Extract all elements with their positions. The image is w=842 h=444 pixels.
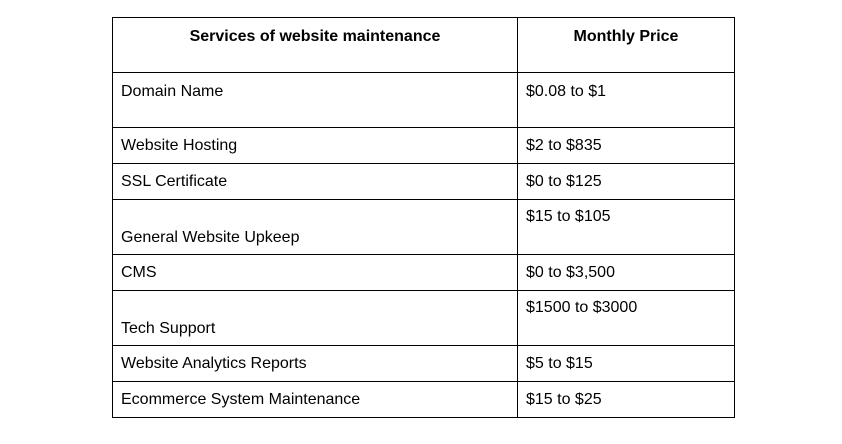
service-cell: Domain Name	[113, 73, 518, 128]
price-cell: $15 to $25	[518, 382, 735, 418]
table-row	[113, 128, 735, 164]
header-monthly-price: Monthly Price	[518, 18, 735, 73]
table-row	[113, 255, 735, 291]
table-row	[113, 73, 735, 128]
price-cell: $1500 to $3000	[518, 291, 735, 346]
price-cell: $0.08 to $1	[518, 73, 735, 128]
service-cell: SSL Certificate	[113, 164, 518, 200]
service-cell: Website Hosting	[113, 128, 518, 164]
service-cell: CMS	[113, 255, 518, 291]
service-cell: General Website Upkeep	[113, 200, 518, 255]
service-cell: Tech Support	[113, 291, 518, 346]
table-row	[113, 200, 735, 255]
price-cell: $0 to $125	[518, 164, 735, 200]
pricing-table	[112, 17, 735, 418]
service-cell: Website Analytics Reports	[113, 346, 518, 382]
price-cell: $0 to $3,500	[518, 255, 735, 291]
price-cell: $15 to $105	[518, 200, 735, 255]
header-services: Services of website maintenance	[113, 18, 518, 73]
table-row	[113, 164, 735, 200]
table-row	[113, 346, 735, 382]
price-cell: $2 to $835	[518, 128, 735, 164]
price-cell: $5 to $15	[518, 346, 735, 382]
table-row	[113, 382, 735, 418]
table-header-row	[113, 18, 735, 73]
table-row	[113, 291, 735, 346]
service-cell: Ecommerce System Maintenance	[113, 382, 518, 418]
